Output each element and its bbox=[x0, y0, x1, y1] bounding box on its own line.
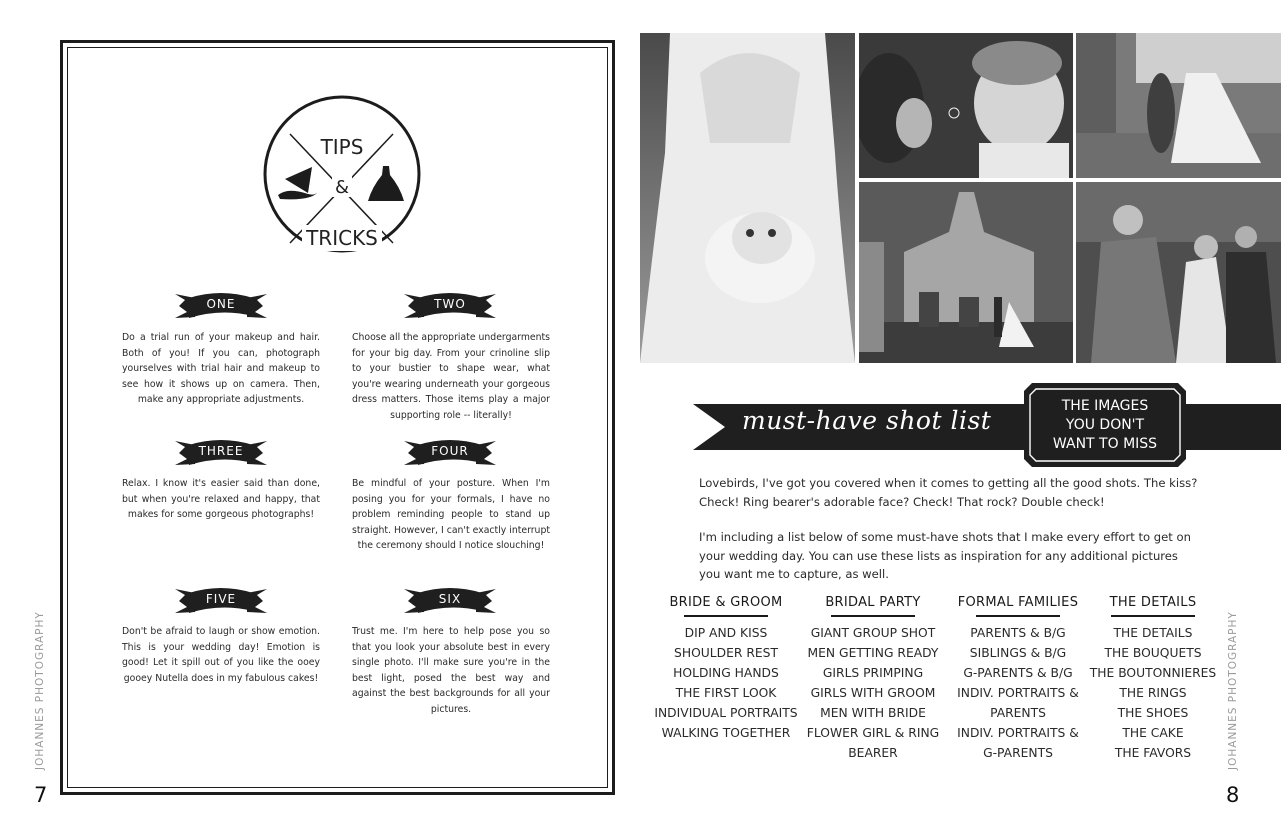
shot-item: THE BOUTONNIERES bbox=[1089, 666, 1217, 680]
tip-label-six: SIX bbox=[438, 592, 462, 606]
shot-item: INDIVIDUAL PORTRAITS bbox=[654, 706, 798, 720]
tip-text-five: Don't be afraid to laugh or show emotion. This is your wedding day! Emotion is good! Let it spill out of you like the ooey gooey Nutella does in my fabulous cakes! bbox=[122, 626, 320, 684]
page-number-right: 8 bbox=[1226, 783, 1240, 807]
shot-item: MEN GETTING READY bbox=[807, 646, 939, 660]
tip-label-five: FIVE bbox=[205, 592, 237, 606]
shot-column-formal-families bbox=[943, 595, 1093, 763]
tip-label-two: TWO bbox=[434, 297, 466, 311]
shot-item: THE RINGS bbox=[1119, 686, 1187, 700]
column-title: BRIDAL PARTY bbox=[825, 595, 921, 610]
badge-line-2: YOU DON'T bbox=[1065, 417, 1145, 433]
shot-list-title: must-have shot list bbox=[742, 406, 992, 435]
shot-item: THE FIRST LOOK bbox=[675, 686, 777, 700]
shot-item: HOLDING HANDS bbox=[673, 666, 779, 680]
tip-text-six: Trust me. I'm here to help pose you so that you look your absolute best in every single photo. I'll make sure you're in the best light, posed the best way and against the best backgrounds for all your pictures. bbox=[352, 626, 550, 715]
tip-banner-six bbox=[404, 585, 496, 619]
shot-item: GIRLS PRIMPING bbox=[822, 666, 924, 680]
shot-item: G-PARENTS & B/G bbox=[963, 666, 1073, 680]
emblem-bottom-text: TRICKS bbox=[306, 226, 378, 250]
tip-banner-one bbox=[175, 290, 267, 324]
badge-line-3: WANT TO MISS bbox=[1052, 436, 1158, 452]
tip-banner-four bbox=[404, 437, 496, 471]
tip-label-four: FOUR bbox=[431, 444, 469, 458]
column-rule bbox=[976, 615, 1060, 617]
emblem-top-text: TIPS bbox=[320, 135, 364, 159]
shot-item: SIBLINGS & B/G bbox=[969, 646, 1067, 660]
shot-item: INDIV. PORTRAITS & bbox=[957, 686, 1079, 700]
shot-column-the-details bbox=[1078, 595, 1228, 763]
tips-tricks-emblem bbox=[250, 95, 434, 253]
shot-item: THE SHOES bbox=[1117, 706, 1189, 720]
column-title: THE DETAILS bbox=[1109, 595, 1197, 610]
shot-item: GIANT GROUP SHOT bbox=[810, 626, 936, 640]
photo-church-couple bbox=[859, 182, 1073, 363]
page-number-left: 7 bbox=[34, 783, 48, 807]
photo-bride-lifting-dress bbox=[1076, 33, 1281, 178]
photo-groom-and-bride-walking bbox=[1076, 182, 1281, 363]
shot-item: THE CAKE bbox=[1122, 726, 1184, 740]
tip-label-one: ONE bbox=[206, 297, 236, 311]
intro-paragraph-1: Lovebirds, I've got you covered when it comes to getting all the good shots. The kiss? Check! Ring bearer's adorable face? Check! That rock? Double check! bbox=[699, 476, 1198, 509]
tip-text-two: Choose all the appropriate undergarments for your big day. From your crinoline slip to your bustier to shape wear, what you're wearing underneath your gorgeous dress matters. Those items play a major supporting role -- literally! bbox=[352, 332, 550, 421]
shot-item: BEARER bbox=[848, 746, 898, 760]
shot-item: THE BOUQUETS bbox=[1104, 646, 1202, 660]
tip-banner-two bbox=[404, 290, 496, 324]
shot-item: INDIV. PORTRAITS & bbox=[957, 726, 1079, 740]
shot-item: PARENTS bbox=[990, 706, 1046, 720]
shot-item: G-PARENTS bbox=[983, 746, 1053, 760]
side-brand-left: JOHANNES PHOTOGRAPHY bbox=[34, 611, 46, 770]
shot-item: FLOWER GIRL & RING bbox=[806, 726, 940, 740]
side-brand-right: JOHANNES PHOTOGRAPHY bbox=[1227, 611, 1239, 770]
tip-label-three: THREE bbox=[198, 444, 244, 458]
shot-item: MEN WITH BRIDE bbox=[820, 706, 926, 720]
shot-item: SHOULDER REST bbox=[674, 646, 778, 660]
photo-bride-with-cat bbox=[640, 33, 855, 363]
shot-column-bride-groom bbox=[651, 595, 801, 743]
tip-text-one: Do a trial run of your makeup and hair. Both of you! If you can, photograph yourselves with trial hair and makeup to see how it shows up on camera. Then, make any appropriate adjustments. bbox=[122, 332, 320, 406]
shot-column-bridal-party bbox=[798, 595, 948, 763]
badge-line-1: THE IMAGES bbox=[1061, 398, 1149, 414]
emblem-mid-text: & bbox=[334, 177, 350, 198]
photo-girl-blowing-bubbles bbox=[859, 33, 1073, 178]
column-rule bbox=[831, 615, 915, 617]
shot-item: THE DETAILS bbox=[1113, 626, 1193, 640]
shot-item: PARENTS & B/G bbox=[970, 626, 1066, 640]
tip-text-three: Relax. I know it's easier said than done, but when you're relaxed and happy, that makes for some gorgeous photographs! bbox=[122, 478, 320, 521]
badge-text bbox=[1022, 397, 1188, 454]
shot-item: GIRLS WITH GROOM bbox=[810, 686, 936, 700]
shot-item: WALKING TOGETHER bbox=[661, 726, 791, 740]
column-rule bbox=[684, 615, 768, 617]
column-rule bbox=[1111, 615, 1195, 617]
shot-item: DIP AND KISS bbox=[684, 626, 768, 640]
tip-banner-five bbox=[175, 585, 267, 619]
shot-item: THE FAVORS bbox=[1114, 746, 1192, 760]
tip-text-four: Be mindful of your posture. When I'm posing you for your formals, I have no problem reminding people to stand up straight. However, I can't exactly interrupt the ceremony should I notice slouching! bbox=[352, 478, 550, 552]
intro-paragraph-2: I'm including a list below of some must-have shots that I make every effort to get on your wedding day. You can use these lists as inspiration for any additional pictures you want me to capture, as well. bbox=[699, 530, 1191, 582]
column-title: FORMAL FAMILIES bbox=[957, 595, 1079, 610]
tip-banner-three bbox=[175, 437, 267, 471]
column-title: BRIDE & GROOM bbox=[669, 595, 783, 610]
